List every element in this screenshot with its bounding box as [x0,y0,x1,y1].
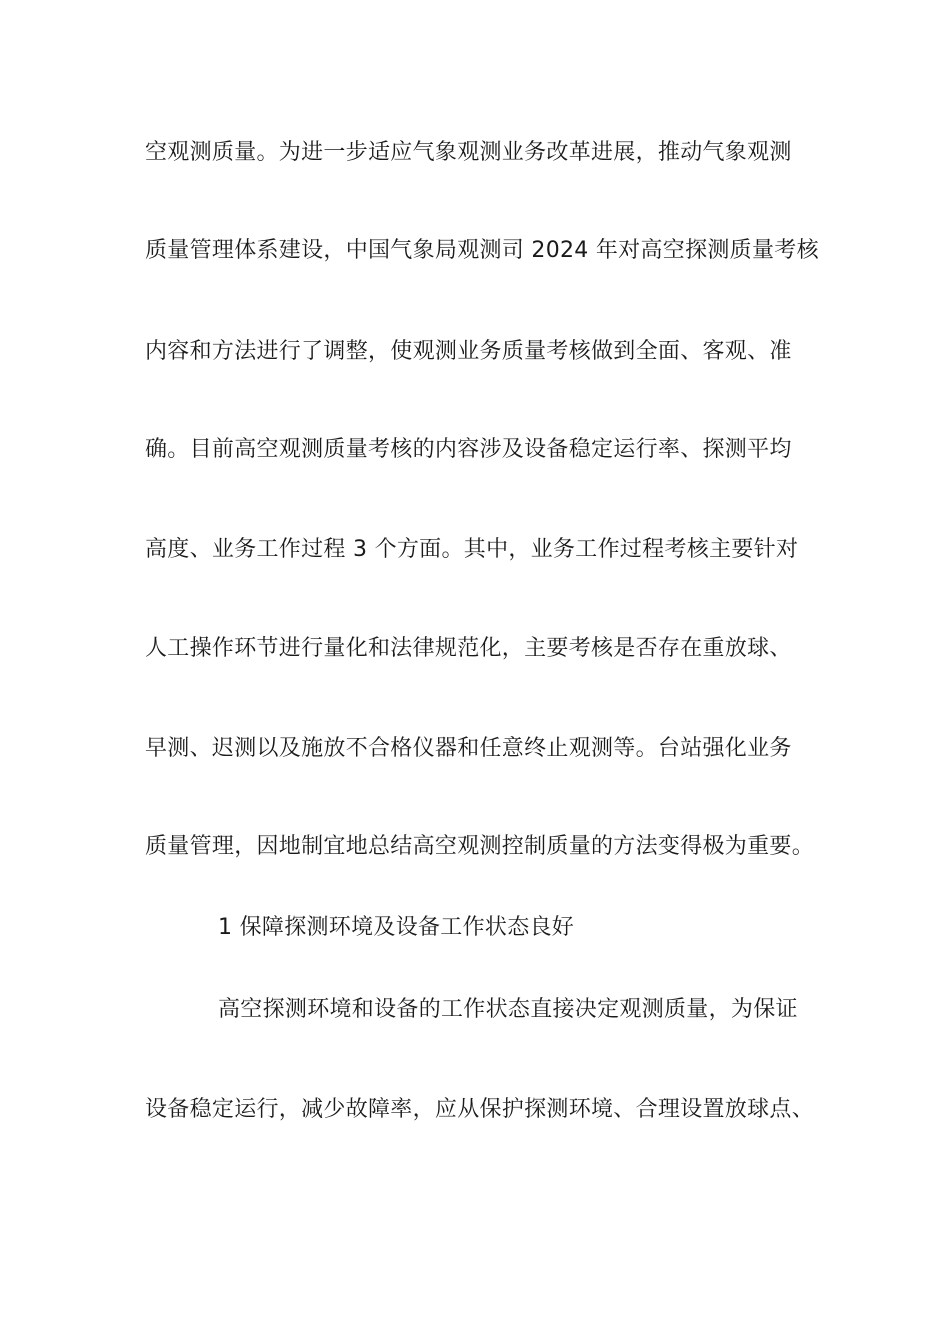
body-text-line: 内容和方法进行了调整，使观测业务质量考核做到全面、客观、准 [145,339,792,364]
body-text-line: 高度、业务工作过程 3 个方面。其中，业务工作过程考核主要针对 [145,537,799,562]
body-text-line: 质量管理体系建设，中国气象局观测司 2024 年对高空探测质量考核 [145,238,819,263]
body-text-line: 早测、迟测以及施放不合格仪器和任意终止观测等。台站强化业务 [145,736,792,761]
body-text-line: 空观测质量。为进一步适应气象观测业务改革进展，推动气象观测 [145,140,792,165]
body-text-line: 设备稳定运行，减少故障率，应从保护探测环境、合理设置放球点、 [145,1097,815,1122]
body-text-line: 确。目前高空观测质量考核的内容涉及设备稳定运行率、探测平均 [145,437,792,462]
body-text-line: 人工操作环节进行量化和法律规范化，主要考核是否存在重放球、 [145,636,792,661]
section-heading: 1 保障探测环境及设备工作状态良好 [218,915,575,940]
body-text-line: 高空探测环境和设备的工作状态直接决定观测质量，为保证 [218,997,798,1022]
body-text-line: 质量管理，因地制宜地总结高空观测控制质量的方法变得极为重要。 [145,834,815,859]
